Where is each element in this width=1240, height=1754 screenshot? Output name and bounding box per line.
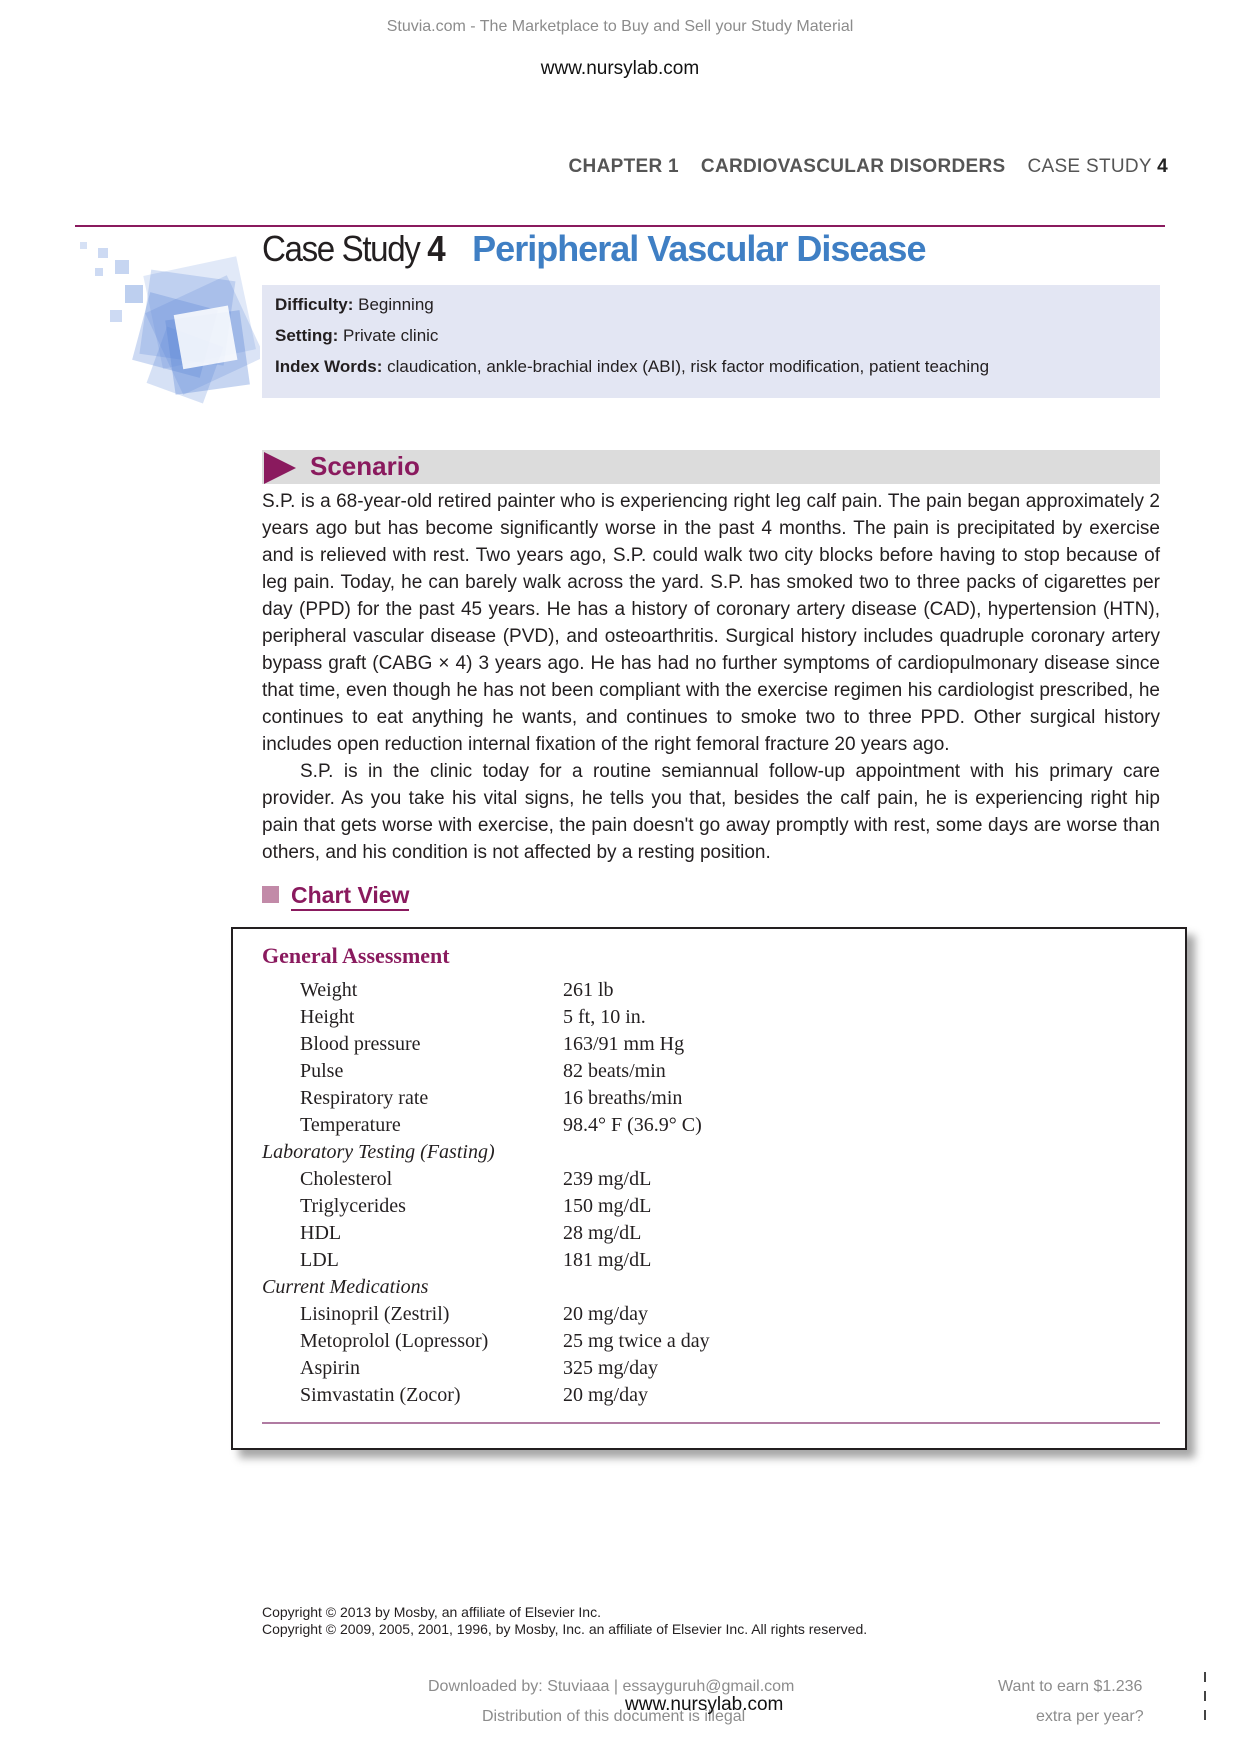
lab-row bbox=[262, 1247, 1142, 1274]
site-url-top[interactable]: www.nursylab.com bbox=[540, 58, 700, 79]
chart-item-value: 150 mg/dL bbox=[563, 1195, 652, 1217]
chart-view-heading: Chart View bbox=[262, 882, 409, 909]
chart-item-label: Pulse bbox=[300, 1060, 344, 1082]
footer-downloaded: Downloaded by: Stuviaaa | essayguruh@gmail.com bbox=[428, 1678, 795, 1695]
chart-item-value: 82 beats/min bbox=[563, 1060, 666, 1082]
scenario-paragraph-1: S.P. is a 68-year-old retired painter who is experiencing right leg calf pain. The pain began approximately 2 years ago but has become significantly worse in the past 4 months. The pain is precipitated by exercise and is relieved with rest. Two years ago, S.P. could walk two city blocks before having to stop because of leg pain. Today, he can barely walk across the yard. S.P. has smoked two to three packs of cigarettes per day (PPD) for the past 45 years. He has a history of coronary artery disease (CAD), hypertension (HTN), peripheral vascular disease (PVD), and osteoarthritis. Surgical history includes quadruple coronary artery bypass graft (CABG × 4) 3 years ago. He has had no further symptoms of cardiopulmonary disease since that time, even though he has not been compliant with the exercise regimen his cardiologist prescribed, he continues to eat anything he wants, and continues to smoke two to three PPD. Other surgical history includes open reduction internal fixation of the right femoral fracture 20 years ago. bbox=[262, 491, 1160, 755]
meds-section-title bbox=[262, 1274, 1142, 1301]
general-assessment-title: General Assessment bbox=[262, 943, 450, 968]
vital-row bbox=[262, 1112, 1142, 1139]
index-words-line: Index Words: claudication, ankle-brachial index (ABI), risk factor modification, patient teaching bbox=[275, 357, 990, 376]
stuvia-banner: Stuvia.com - The Marketplace to Buy and Sell your Study Material bbox=[386, 18, 854, 35]
case-info-box bbox=[262, 285, 1160, 398]
chart-item-label: HDL bbox=[300, 1222, 342, 1244]
square-bullet-icon bbox=[262, 886, 279, 903]
section-label: CARDIOVASCULAR DISORDERS bbox=[700, 156, 1006, 177]
medication-row bbox=[262, 1355, 1142, 1382]
medication-row bbox=[262, 1382, 1142, 1409]
vital-row bbox=[262, 1085, 1142, 1112]
scenario-arrow-icon bbox=[264, 452, 296, 484]
chart-item-label: Temperature bbox=[300, 1114, 401, 1136]
chart-item-label: Blood pressure bbox=[300, 1033, 421, 1055]
chart-item-label: Respiratory rate bbox=[300, 1087, 429, 1109]
chart-item-value: 163/91 mm Hg bbox=[563, 1033, 685, 1055]
case-title-label: Case Study 4 bbox=[262, 228, 445, 269]
vital-row bbox=[262, 1004, 1142, 1031]
chart-item-label: LDL bbox=[300, 1249, 339, 1271]
chart-item-label: Aspirin bbox=[300, 1357, 360, 1379]
chart-item-value: 325 mg/day bbox=[563, 1357, 658, 1379]
site-url-bottom[interactable]: www.nursylab.com bbox=[625, 1694, 784, 1715]
lab-row bbox=[262, 1220, 1142, 1247]
running-head bbox=[569, 156, 1168, 178]
chapter-label: CHAPTER 1 bbox=[568, 156, 679, 177]
scenario-body bbox=[262, 488, 1160, 866]
chart-item-label: Metoprolol (Lopressor) bbox=[300, 1330, 489, 1352]
chart-item-value: 261 lb bbox=[563, 979, 614, 1001]
scenario-paragraph-2: S.P. is in the clinic today for a routine semiannual follow-up appointment with his primary care provider. As you take his vital signs, he tells you that, besides the calf pain, he is experiencing right hip pain that gets worse with exercise, the pain doesn't go away promptly with rest, some days are worse than others, and his condition is not affected by a resting position. bbox=[262, 761, 1160, 863]
header-rule bbox=[75, 225, 1165, 227]
section-title: Laboratory Testing (Fasting) bbox=[262, 1141, 495, 1163]
chart-bottom-rule bbox=[262, 1422, 1160, 1424]
chart-view-box bbox=[231, 927, 1187, 1450]
chart-item-value: 16 breaths/min bbox=[563, 1087, 683, 1109]
chart-item-label: Height bbox=[300, 1006, 355, 1028]
lab-row bbox=[262, 1166, 1142, 1193]
chart-item-label: Lisinopril (Zestril) bbox=[300, 1303, 450, 1325]
chart-item-label: Cholesterol bbox=[300, 1168, 393, 1190]
chart-item-value: 25 mg twice a day bbox=[563, 1330, 710, 1352]
chart-item-label: Weight bbox=[300, 979, 358, 1001]
chart-item-label: Triglycerides bbox=[300, 1195, 406, 1217]
footer-earn-line-1[interactable]: Want to earn $1.236 bbox=[998, 1678, 1143, 1695]
copyright-line-1: Copyright © 2013 by Mosby, an affiliate of Elsevier Inc. bbox=[262, 1604, 601, 1620]
lab-row bbox=[262, 1193, 1142, 1220]
copyright-line-2: Copyright © 2009, 2005, 2001, 1996, by Mosby, Inc. an affiliate of Elsevier Inc. All rights reserved. bbox=[262, 1621, 868, 1637]
footer-dots bbox=[1204, 1672, 1208, 1728]
setting-line: Setting: Private clinic bbox=[275, 326, 439, 345]
footer-earn-line-2[interactable]: extra per year? bbox=[1036, 1708, 1144, 1725]
chart-item-value: 20 mg/day bbox=[563, 1303, 648, 1325]
case-label: CASE STUDY bbox=[1027, 156, 1152, 177]
chart-item-value: 28 mg/dL bbox=[563, 1222, 642, 1244]
section-title: Current Medications bbox=[262, 1276, 429, 1298]
chart-item-label: Simvastatin (Zocor) bbox=[300, 1384, 461, 1406]
difficulty-line: Difficulty: Beginning bbox=[275, 295, 434, 314]
chart-rows bbox=[262, 977, 1142, 1409]
chart-item-value: 239 mg/dL bbox=[563, 1168, 652, 1190]
chart-item-value: 98.4° F (36.9° C) bbox=[563, 1114, 702, 1136]
case-title bbox=[262, 228, 925, 270]
chart-item-value: 181 mg/dL bbox=[563, 1249, 652, 1271]
copyright-block bbox=[262, 1604, 867, 1638]
decorative-squares-graphic bbox=[70, 240, 260, 420]
medication-row bbox=[262, 1328, 1142, 1355]
vital-row bbox=[262, 977, 1142, 1004]
chart-item-value: 20 mg/day bbox=[563, 1384, 648, 1406]
vital-row bbox=[262, 1031, 1142, 1058]
case-title-name: Peripheral Vascular Disease bbox=[472, 228, 926, 269]
scenario-heading: Scenario bbox=[310, 451, 420, 481]
footer-distribution: Distribution of this document is illegal bbox=[482, 1708, 746, 1725]
medication-row bbox=[262, 1301, 1142, 1328]
vital-row bbox=[262, 1058, 1142, 1085]
chart-item-value: 5 ft, 10 in. bbox=[563, 1006, 646, 1028]
case-number: 4 bbox=[1157, 156, 1168, 177]
labs-section-title bbox=[262, 1139, 1142, 1166]
